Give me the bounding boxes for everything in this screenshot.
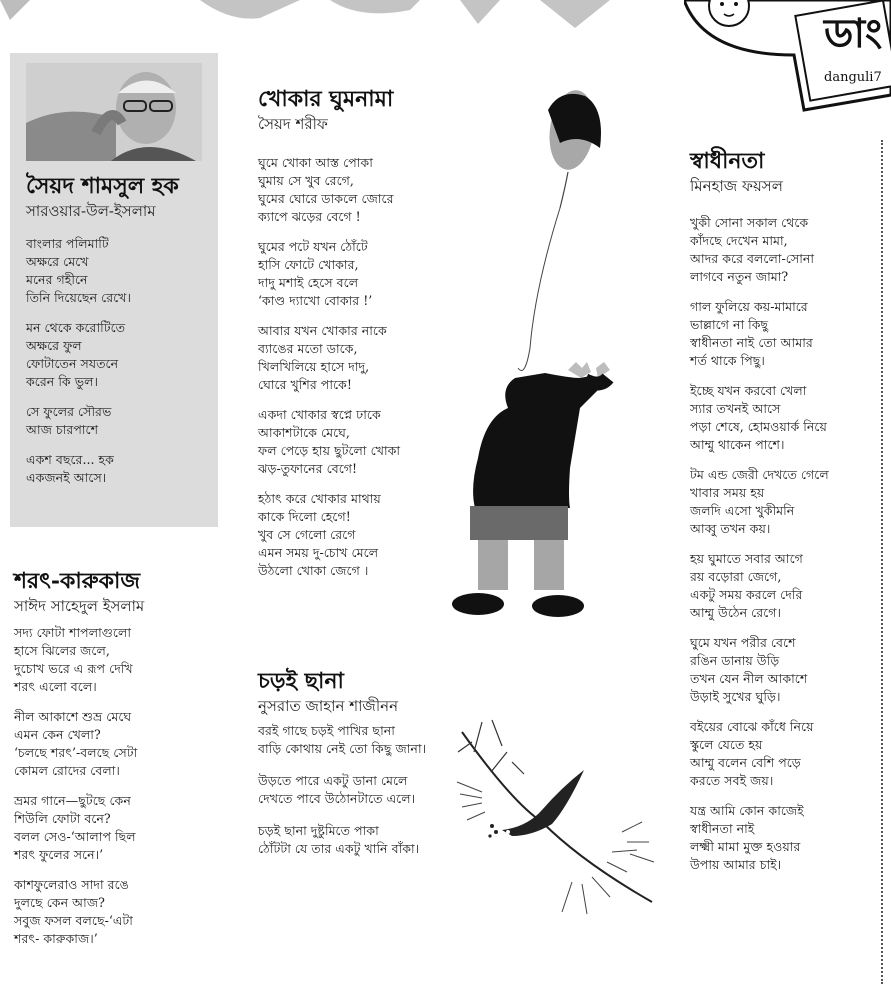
- poem-line: তিনি দিয়েছেন রেখে।: [26, 290, 131, 305]
- poem-line: করেন কি ভুল।: [26, 374, 99, 389]
- stanza: [258, 822, 426, 858]
- poem-line: ‘চলছে শরৎ’-বলছে সেটা: [14, 745, 138, 760]
- poem-line: রঙিন ডানায় উড়ি: [690, 653, 780, 668]
- poem-line: বাড়ি কোথায় নেই তো কিছু জানা।: [258, 741, 427, 756]
- poem-line: আজ চারপাশে: [26, 422, 99, 437]
- stanza: [14, 624, 144, 696]
- logo-site-text: danguli7: [824, 70, 882, 85]
- poem-line: ঘুমের পটে যখন ঠোঁটে: [258, 239, 368, 254]
- poem-sharot-karukaj: [14, 568, 144, 960]
- stanza: [14, 792, 144, 864]
- poem-line: উড়াই সুখের ঘুড়ি।: [690, 689, 781, 704]
- header-swoosh-graphic: [0, 0, 620, 30]
- poem-line: স্কুলে যেতে হয়: [690, 737, 763, 752]
- poem-title: চড়ই ছানা: [258, 668, 344, 694]
- poem-line: ঠোঁটটা যে তার একটু খানি বাঁকা।: [258, 841, 420, 856]
- poem-line: ফল পেড়ে হায় ছুটলো খোকা: [258, 443, 401, 458]
- poem-line: নীল আকাশে শুভ্র মেঘে: [14, 709, 132, 724]
- poem-line: সদ্য ফোটা শাপলাগুলো: [14, 625, 132, 640]
- poem-title: খোকার ঘুমনামা: [258, 86, 394, 112]
- stanza: [690, 466, 829, 538]
- poem-line: উঠলো খোকা জেগে ।: [258, 563, 369, 578]
- poem-line: হয় ঘুমাতে সবার আগে: [690, 551, 803, 566]
- poem-author: সাঈদ সাহেদুল ইসলাম: [14, 597, 145, 615]
- poem-line: আবার যখন খোকার নাকে: [258, 323, 387, 338]
- poem-line: আব্বু তখন কয়।: [690, 521, 771, 536]
- poem-line: জলদি এসো খুকীমনি: [690, 503, 795, 518]
- poem-line: কোমল রোদের বেলা।: [14, 763, 120, 778]
- poem-line: গাল ফুলিয়ে কয়-মামারে: [690, 299, 808, 314]
- poem-line: এমন কেন খেলা?: [14, 727, 101, 742]
- balloon-boy-illustration: [440, 88, 640, 628]
- poem-line: লক্ষ্মী মামা মুক্ত হওয়ার: [690, 839, 801, 854]
- poem-line: উড়তে পারে একটু ডানা মেলে: [258, 773, 408, 788]
- stanza: [258, 722, 426, 758]
- poem-line: পড়া শেষে, হোমওয়ার্ক নিয়ে: [690, 419, 827, 434]
- poem-line: আদর করে বললো-সোনা: [690, 251, 815, 266]
- author-photo: [26, 63, 202, 161]
- poem-line: দুলছে কেন আজ?: [14, 895, 105, 910]
- portrait-illustration: [26, 63, 202, 161]
- poem-line: শরৎ- কারুকাজ।’: [14, 931, 98, 946]
- bird-branch-illustration: [452, 712, 672, 922]
- poem-line: একশ বছরে... হক: [26, 452, 114, 467]
- stanza: [258, 772, 426, 808]
- poem-khokar-ghumnama: [258, 86, 400, 592]
- poem-line: উপায় আমার চাই।: [690, 857, 782, 872]
- poem-line: তখন যেন নীল আকাশে: [690, 671, 808, 686]
- poem-line: একদা খোকার স্বপ্নে ঢাকে: [258, 407, 381, 422]
- poem-line: বলল সেও-‘আলাপ ছিল: [14, 829, 136, 844]
- stanza: [258, 154, 400, 226]
- stanza: [690, 382, 829, 454]
- stanza: [14, 708, 144, 780]
- stanza: [690, 214, 829, 286]
- poem-line: ফোটাতেন সযতনে: [26, 356, 119, 371]
- poem-line: আম্মু বলেন বেশি পড়ে: [690, 755, 801, 770]
- poem-line: স্বাধীনতা নাই তো আমার: [690, 335, 813, 350]
- poem-line: কাশফুলেরাও সাদা রঙে: [14, 877, 129, 892]
- stanza: [26, 235, 179, 307]
- poem-line: সবুজ ফসল বলছে-‘এটা: [14, 913, 133, 928]
- poem-line: খিলখিলিয়ে হাসে দাদু,: [258, 359, 370, 374]
- stanza: [690, 718, 829, 790]
- poem-line: ভাল্লাগে না কিছু: [690, 317, 769, 332]
- poem-line: একটু সময় করলে দেরি: [690, 587, 803, 602]
- poem-line: দেখতে পাবে উঠোনটাতে এলে।: [258, 791, 416, 806]
- poem-title: স্বাধীনতা: [690, 148, 765, 174]
- poem-line: ইচ্ছে যখন করবো খেলা: [690, 383, 807, 398]
- poem-line: আকাশটাকে মেঘে,: [258, 425, 350, 440]
- poem-line: শরৎ ফুলের সনে।’: [14, 847, 104, 862]
- poem-line: এমন সময় দু-চোখ মেলে: [258, 545, 379, 560]
- poem-line: অক্ষরে মেখে: [26, 254, 89, 269]
- poem-line: দাদু মশাই হেসে বলে: [258, 275, 359, 290]
- stanza: [690, 298, 829, 370]
- poem-line: ঘুমের ঘোরে ডাকলে জোরে: [258, 191, 394, 206]
- stanza: [258, 406, 400, 478]
- poem-line: ঝড়-তুফানের বেগে!: [258, 461, 358, 476]
- poem-line: হঠাৎ করে খোকার মাথায়: [258, 491, 381, 506]
- stanza: [258, 490, 400, 580]
- poem-line: ঘুমে যখন পরীর বেশে: [690, 635, 796, 650]
- stanza: [26, 403, 179, 439]
- poem-line: চড়ই ছানা দুষ্টুমিতে পাকা: [258, 823, 379, 838]
- poem-line: মন থেকে করোটিতে: [26, 320, 126, 335]
- poem-line: অক্ষরে ফুল: [26, 338, 82, 353]
- poem-line: ক্যাপে ঝড়ের বেগে !: [258, 209, 361, 224]
- stanza: [14, 876, 144, 948]
- poem-line: দুচোখ ভরে এ রূপ দেখি: [14, 661, 133, 676]
- stanza: [690, 634, 829, 706]
- poem-line: রয় বড়োরা জেগে,: [690, 569, 782, 584]
- poem-line: শর্ত থাকে পিছু।: [690, 353, 765, 368]
- poem-title: সৈয়দ শামসুল হক: [26, 173, 179, 199]
- poem-line: যন্ত্র আমি কোন কাজেই: [690, 803, 804, 818]
- poem-line: সে ফুলের সৌরভ: [26, 404, 112, 419]
- poem-line: আম্মু উঠেন রেগে।: [690, 605, 782, 620]
- poem-line: হাসে ঝিলের জলে,: [14, 643, 110, 658]
- poem-line: খুব সে গেলো রেগে: [258, 527, 356, 542]
- stanza: [26, 319, 179, 391]
- poem-line: কাঁদছে দেখেন মামা,: [690, 233, 788, 248]
- poem-author: নুসরাত জাহান শাজীনন: [258, 697, 399, 715]
- poem-line: মনের গহীনে: [26, 272, 88, 287]
- poem-line: ঘোরে খুশির পাকে!: [258, 377, 352, 392]
- poem-author: সৈয়দ শরীফ: [258, 115, 328, 133]
- poem-author: মিনহাজ ফয়সল: [690, 177, 783, 195]
- poem-line: ঘুমে খোকা আস্ত পোকা: [258, 155, 373, 170]
- poem-line: স্বাধীনতা নাই: [690, 821, 755, 836]
- poem-line: লাগবে নতুন জামা?: [690, 269, 789, 284]
- stanza: [26, 451, 179, 487]
- poem-swadhinota: [690, 148, 829, 886]
- stanza: [258, 238, 400, 310]
- poem-line: বইয়ের বোঝে কাঁধে নিয়ে: [690, 719, 814, 734]
- poem-line: বরই গাছে চড়ই পাখির ছানা: [258, 723, 395, 738]
- poem-line: ব্যাঙের মতো ডাকে,: [258, 341, 358, 356]
- poem-chorui-chhana: [258, 668, 426, 870]
- poem-title: শরৎ-কারুকাজ: [14, 568, 141, 594]
- tribute-box: [10, 53, 218, 527]
- poem-line: স্যার তখনই আসে: [690, 401, 781, 416]
- poem-line: ভ্রমর গানে—ছুটছে কেন: [14, 793, 131, 808]
- poem-line: বাংলার পলিমাটি: [26, 236, 109, 251]
- poem-line: আম্মু থাকেন পাশে।: [690, 437, 785, 452]
- stanza: [690, 550, 829, 622]
- column-divider: [881, 140, 883, 984]
- stanza: [258, 322, 400, 394]
- masthead-logo: [684, 0, 891, 120]
- poem-line: হাসি ফোটে খোকার,: [258, 257, 359, 272]
- poem-line: কাকে দিলো হেগে!: [258, 509, 351, 524]
- poem-line: ঘুমায় সে খুব রেগে,: [258, 173, 354, 188]
- poem-line: শরৎ এলো বলে।: [14, 679, 97, 694]
- poem-line: করতে সবই জয়।: [690, 773, 774, 788]
- poem-line: শিউলি ফোটা বনে?: [14, 811, 111, 826]
- poem-line: ‘কাণ্ড দ্যাখো বোকার !’: [258, 293, 373, 308]
- stanza: [690, 802, 829, 874]
- poem-line: টম এন্ড জেরী দেখতে গেলে: [690, 467, 829, 482]
- poem-line: খুকী সোনা সকাল থেকে: [690, 215, 809, 230]
- logo-text: ডাং: [824, 10, 883, 57]
- poem-author: সারওয়ার-উল-ইসলাম: [26, 202, 156, 220]
- poem-line: খাবার সময় হয়: [690, 485, 765, 500]
- poem-line: একজনই আসে।: [26, 470, 107, 485]
